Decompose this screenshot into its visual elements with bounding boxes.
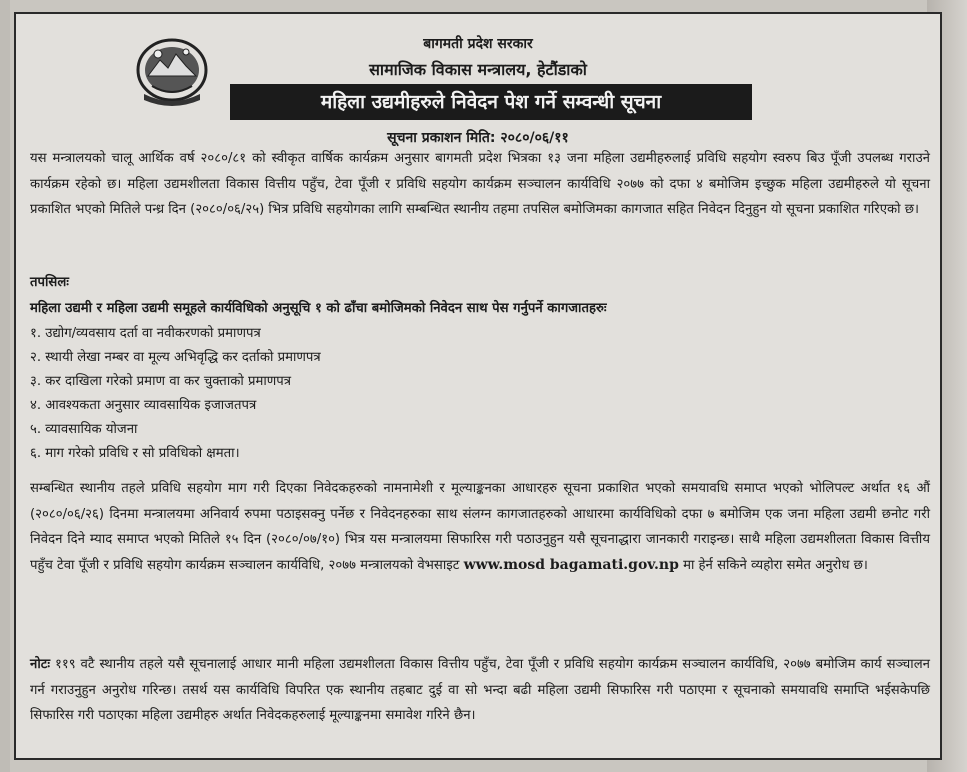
background-strip-left: [0, 0, 10, 772]
intro-paragraph: यस मन्त्रालयको चालू आर्थिक वर्ष २०८०/८१ को स्वीकृत वार्षिक कार्यक्रम अनुसार बागमती प्रदेश भित्रका १३ जना महिला उद्यमीहरुलाई प्रविधि सहयोग स्वरुप बिउ पूँजी उपलब्ध गराउने कार्यक्रम रहेको छ। महिला उद्यमशीलता विकास वित्तीय पहुँच, टेवा पूँजी र प्रविधि सहयोग कार्यक्रम सञ्चालन कार्यविधि २०७७ को दफा ४ बमोजिम इच्छुक महिला उद्यमीहरुले यो सूचना प्रकाशित भएको मितिले पन्ध्र दिन (२०८०/०६/२५) भित्र प्रविधि सहयोगका लागि सम्बन्धित स्थानीय तहमा तपसिल बमोजिमका कागजात सहित निवेदन दिनुहुन यो सूचना प्रकाशित गरिएको छ।: [30, 151, 930, 217]
note-label: नोटः: [30, 657, 51, 672]
website-link[interactable]: www.mosd bagamati.gov.np: [463, 556, 679, 573]
list-item: ४. आवश्यकता अनुसार व्यावसायिक इजाजतपत्र: [30, 398, 257, 413]
publication-date: सूचना प्रकाशन मिति: २०८०/०६/११: [387, 130, 569, 146]
list-item: १. उद्योग/व्यवसाय दर्ता वा नवीकरणको प्रमाणपत्र: [30, 326, 261, 341]
list-item: ५. व्यावसायिक योजना: [30, 422, 138, 437]
closing-text: सम्बन्धित स्थानीय तहले प्रविधि सहयोग माग गरी दिएका निवेदकहरुको नामनामेशी र मूल्याङ्कनका आधारहरु सूचना प्रकाशित भएको समयावधि समाप्त भएको भोलिपल्ट अर्थात १६ औं (२०८०/०६/२६) दिनमा मन्त्रालयमा अनिवार्य रुपमा पठाइसक्नु पर्नेछ र निवेदनहरुका साथ संलग्न कागजातहरुको आधारमा कार्यविधिको दफा ७ बमोजिम एक जना महिला उद्यमी छनोट गरी निवेदन दिने म्याद समाप्त भएको मितिले १५ दिन (२०८०/०७/१०) भित्र यस मन्त्रालयमा सिफारिस गरी पठाउनुहुन यसै सूचनाद्धारा जानकारी गराइन्छ। साथै महिला उद्यमशीलता विकास वित्तीय पहुँच टेवा पूँजी र प्रविधि सहयोग कार्यक्रम सञ्चालन कार्यविधि, २०७७ मन्त्रालयको वेभसाइट: [30, 481, 930, 573]
list-item: २. स्थायी लेखा नम्बर वा मूल्य अभिवृद्धि कर दर्ताको प्रमाणपत्र: [30, 350, 321, 365]
requirements-heading: महिला उद्यमी र महिला उद्यमी समूहले कार्यविधिको अनुसूचि १ को ढाँचा बमोजिमको निवेदन साथ पेस गर्नुपर्ने कागजातहरुः: [30, 301, 607, 316]
notice-title: महिला उद्यमीहरुले निवेदन पेश गर्ने सम्वन्धी सूचना: [230, 84, 752, 120]
list-item: ३. कर दाखिला गरेको प्रमाण वा कर चुक्ताको प्रमाणपत्र: [30, 374, 292, 389]
ministry-name: सामाजिक विकास मन्त्रालय, हेटौंडाको: [369, 60, 587, 79]
note-paragraph: [30, 652, 930, 729]
tapsil-label: तपसिलः: [30, 275, 69, 290]
requirements-list: [30, 322, 930, 466]
notice-box: [14, 12, 942, 760]
note-text: ११९ वटै स्थानीय तहले यसै सूचनालाई आधार मानी महिला उद्यमशीलता विकास वित्तीय पहुँच, टेवा पूँजी र प्रविधि सहयोग कार्यक्रम सञ्चालन कार्यविधि, २०७७ बमोजिम कार्य सञ्चालन गर्न गराउनुहुन अनुरोध गरिन्छ। तसर्थ यस कार्यविधि विपरित एक स्थानीय तहबाट दुई वा सो भन्दा बढी महिला उद्यमी सिफारिस गरी पठाएमा र सूचनाको समयावधि समाप्ति भईसकेपछि सिफारिस गरी पठाएका महिला उद्यमीहरु अर्थात निवेदकहरुलाई मूल्याङ्कनमा समावेश गरिने छैन।: [30, 657, 930, 723]
government-name: बागमती प्रदेश सरकार: [423, 36, 533, 52]
list-item: ६. माग गरेको प्रविधि र सो प्रविधिको क्षमता।: [30, 446, 240, 461]
closing-paragraph: [30, 476, 930, 578]
closing-text-end: मा हेर्न सकिने व्यहोरा समेत अनुरोध छ।: [683, 557, 868, 573]
